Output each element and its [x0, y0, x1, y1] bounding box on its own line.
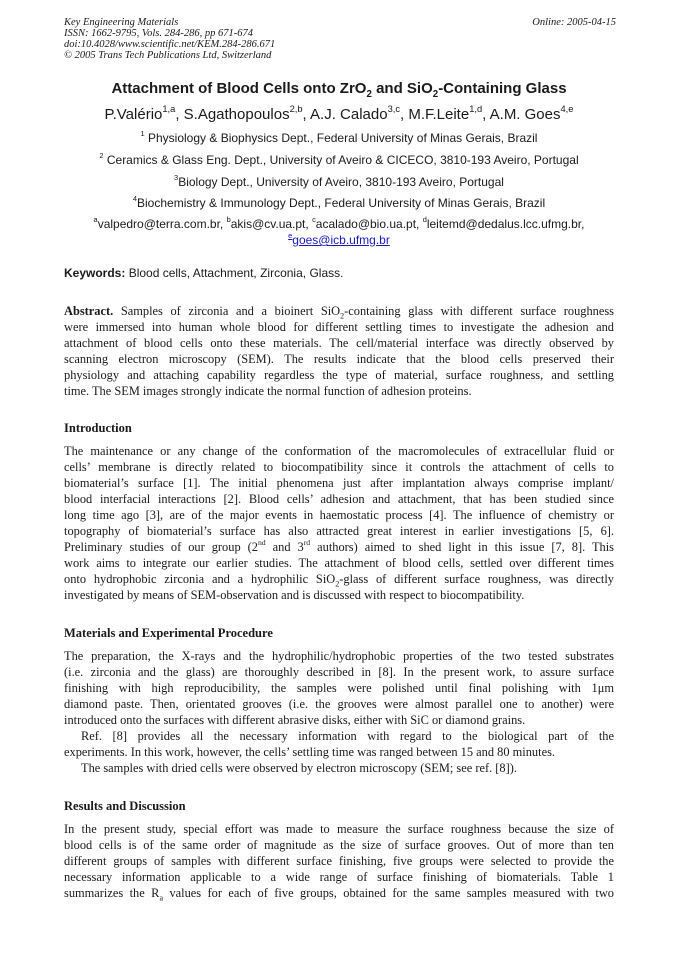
body-line: Preliminary studies of our group (2nd and 3rd authors) aimed to shed light in this issue [7, 8]. This — [64, 537, 614, 554]
email-d: leitemd@dedalus.lcc.ufmg.br, — [426, 217, 585, 231]
paper-title: Attachment of Blood Cells onto ZrO$_2$ and SiO$_2$-Containing Glass — [111, 80, 567, 100]
author-name: M.F.Leite — [408, 106, 470, 123]
body-line: blood cells is of the same order of magnitude as the size of surface grooves. Out of more than ten — [64, 838, 614, 852]
body-line: investigated by means of SEM-observation and is discussed with respect to biocompatibility. — [64, 588, 525, 602]
body-line: topography of biomaterial’s surface has also attracted great interest in earlier investigations [5, 6]. — [64, 524, 614, 538]
body-line: Ref. [8] provides all the necessary information with regard to the biological part of the — [81, 729, 614, 743]
email-a: valpedro@terra.com.br, — [97, 217, 227, 231]
body-line: In the present study, special effort was made to measure the surface roughness because the size of — [64, 822, 614, 836]
abstract-line: time. The SEM images strongly indicate the normal function of adhesion proteins. — [64, 384, 472, 398]
journal-name: Key Engineering Materials — [64, 17, 179, 28]
body-line: biomaterial’s surface [1]. The initial phenomena just after implantation always comprise implant/ — [64, 476, 614, 490]
body-line: finishing with high reproducibility, the samples were polished until final polishing with 1μm — [64, 681, 614, 695]
author-name: P.Valério — [104, 106, 163, 123]
abstract-line: attachment of blood cells onto these materials. The cell/material interface was directly observed by — [64, 336, 614, 350]
abstract-label: Abstract. — [64, 304, 114, 318]
abstract-line: Abstract. Samples of zirconia and a bioinert SiO$_2$-containing glass with different surface roughness — [64, 304, 615, 321]
abstract-line: physiology and attaching capability regardless the type of material, surface roughness, and settling — [64, 368, 614, 382]
body-line: The samples with dried cells were observed by electron microscopy (SEM; see ref. [8]). — [81, 761, 517, 775]
keywords-label: Keywords: — [64, 266, 126, 280]
abstract-line: were immersed into human whole blood for different settling times to investigate the adhesion and — [64, 320, 614, 334]
section-heading-results: Results and Discussion — [64, 799, 186, 813]
affiliation-4: $^4$Biochemistry & Immunology Dept., Federal University of Minas Gerais, Brazil — [132, 193, 546, 210]
body-line: cells’ membrane is directly related to biocompatibility since it controls the attachment of cells to — [64, 460, 614, 474]
body-line: (i.e. zirconia and the glass) are thoroughly described in [8]. In the present work, to assure surface — [64, 665, 614, 679]
email-list: $^a$valpedro@terra.com.br, $^b$akis@cv.ua.pt, $^c$acalado@bio.ua.pt, $^d$leitemd@dedalus.lcc.ufmg.br, — [93, 214, 585, 231]
issn-line: ISSN: 1662-9795, Vols. 284-286, pp 671-674 — [64, 28, 253, 39]
body-line: experiments. In this work, however, the cells’ settling time was ranged between 15 and 80 minutes. — [64, 745, 555, 759]
abstract-line: scanning electron microscopy (SEM). The results indicate that the blood cells preserved their — [64, 352, 614, 366]
email-line-2: $^e$goes@icb.ufmg.br — [288, 230, 390, 247]
doi-line: doi:10.4028/www.scientific.net/KEM.284-286.671 — [64, 39, 276, 50]
author-list: P.Valério$^{1,a}$, S.Agathopoulos$^{2,b}$, A.J. Calado$^{3,c}$, M.F.Leite$^{1,d}$, A.M. Goes$^{4,e}$ — [104, 103, 574, 123]
keywords — [64, 266, 343, 280]
author-name: S.Agathopoulos — [183, 106, 290, 123]
keywords-text: Blood cells, Attachment, Zirconia, Glass. — [125, 266, 344, 280]
online-date: Online: 2005-04-15 — [532, 17, 616, 28]
section-heading-methods: Materials and Experimental Procedure — [64, 626, 273, 640]
email-b: akis@cv.ua.pt, — [230, 217, 313, 231]
affiliation-2: $^2$ Ceramics & Glass Eng. Dept., University of Aveiro & CICECO, 3810-193 Aveiro, Portugal — [99, 150, 579, 167]
results-body — [64, 821, 614, 901]
body-line: blood interfacial interactions [2]. Blood cells’ adhesion and attachment, that has been studied since — [64, 492, 614, 506]
introduction-body — [64, 443, 614, 603]
affiliation-1: $^1$ Physiology & Biophysics Dept., Federal University of Minas Gerais, Brazil — [140, 128, 538, 145]
abstract — [64, 303, 614, 399]
email-link[interactable]: goes@icb.ufmg.br — [292, 233, 390, 247]
body-line: different groups of samples with different surface finishing, five groups were selected to provide the — [64, 854, 614, 868]
body-line: diamond paste. Then, orientated grooves (i.e. the grooves were almost parallel one to another) were — [64, 697, 614, 711]
author-name: A.J. Calado — [310, 106, 388, 123]
body-line: introduced onto the surfaces with different abrasive disks, either with SiC or diamond grains. — [64, 713, 526, 727]
body-line: necessary information applicable to a wide range of surface finishing of biomaterials. Table 1 — [64, 870, 614, 884]
body-line: onto hydrophobic zirconia and a hydrophilic SiO$_2$-glass of different surface roughness, was directly — [64, 572, 614, 589]
section-heading-introduction: Introduction — [64, 421, 132, 435]
body-line: long time ago [3], are of the major events in haemostatic process [4]. The influence of chemistry or — [64, 508, 614, 522]
methods-body — [64, 648, 614, 776]
body-line: The maintenance or any change of the conformation of the macromolecules of extracellular fluid or — [64, 444, 614, 458]
affiliation-3: $^3$Biology Dept., University of Aveiro, 3810-193 Aveiro, Portugal — [174, 172, 504, 189]
journal-header — [64, 17, 616, 61]
body-line: summarizes the $R_a$ values for each of five groups, obtained for the same samples measured with two — [64, 886, 614, 903]
body-line: The preparation, the X-rays and the hydrophilic/hydrophobic properties of the two tested substrates — [64, 649, 614, 663]
copyright-line: © 2005 Trans Tech Publications Ltd, Switzerland — [64, 50, 272, 61]
body-line: work aims to integrate our earlier studies. The attachment of blood cells, settled over different times — [64, 556, 614, 570]
author-name: A.M. Goes — [489, 106, 561, 123]
email-c: acalado@bio.ua.pt, — [315, 217, 423, 231]
